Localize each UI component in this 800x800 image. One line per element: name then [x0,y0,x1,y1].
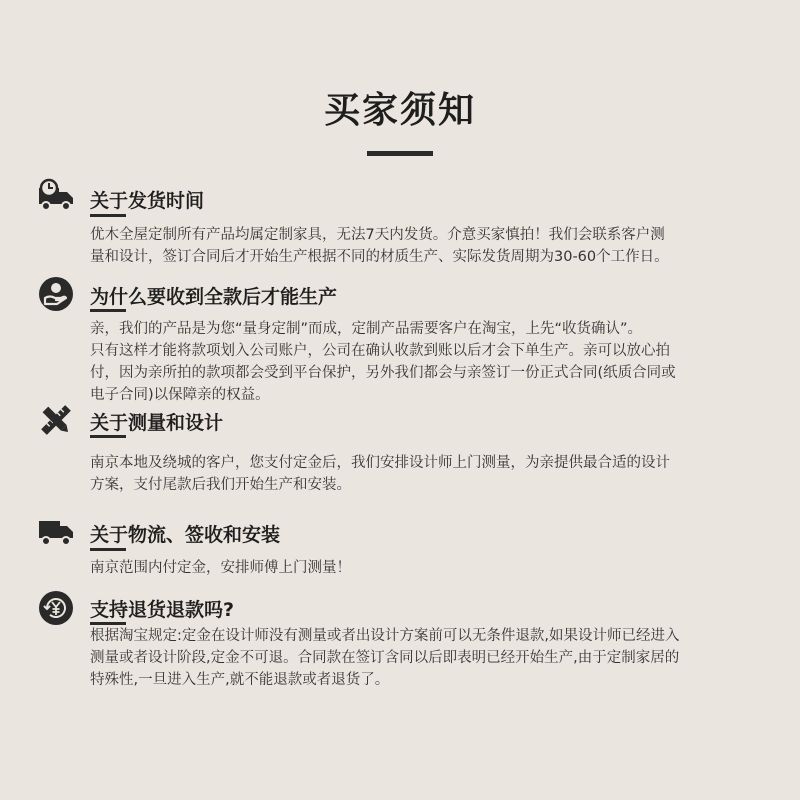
body-line: 方案，支付尾款后我们开始生产和安装。 [90,477,351,493]
delivery-truck-clock-icon [38,178,76,216]
section-heading: 关于测量和设计 [90,412,224,434]
body-line: 电子合同)以保障亲的权益。 [90,387,270,403]
section-heading: 为什么要收到全款后才能生产 [90,286,338,308]
page-title: 买家须知 [323,90,476,131]
truck-icon [38,518,76,556]
section-heading: 关于发货时间 [90,190,205,212]
heading-underline [90,435,126,438]
body-line: 付，因为亲所拍的款项都会受到平台保护，另外我们都会与亲签订一份正式合同(纸质合同或 [90,365,676,381]
body-line: 南京本地及绕城的客户，您支付定金后，我们安排设计师上门测量，为亲提供最合适的设计 [90,455,670,471]
title-divider [367,151,433,156]
body-line: 优木全屋定制所有产品均属定制家具，无法7天内发货。介意买家慎拍！我们会联系客户测 [90,227,665,243]
hand-money-icon [38,276,76,314]
body-line: 根据淘宝规定:定金在设计师没有测量或者出设计方案前可以无条件退款,如果设计师已经进入 [90,628,680,644]
body-line: 量和设计，签订合同后才开始生产根据不同的材质生产、实际发货周期为30-60个工作日。 [90,249,669,265]
section-heading: 关于物流、签收和安装 [90,524,281,546]
section-body [90,224,750,268]
heading-underline [90,548,126,551]
section-body [90,318,750,406]
heading-underline [90,214,126,217]
body-line: 特殊性,一旦进入生产,就不能退款或者退货了。 [90,672,390,688]
body-line: 南京范围内付定金，安排师傅上门测量！ [90,560,351,576]
refund-yuan-icon [38,590,76,628]
heading-underline [90,309,126,312]
section-heading: 支持退货退款吗? [90,599,235,621]
body-line: 只有这样才能将款项划入公司账户，公司在确认收款到账以后才会下单生产。亲可以放心拍 [90,343,670,359]
ruler-pencil-icon [38,402,76,440]
section-body [90,557,750,579]
body-line: 亲，我们的产品是为您“量身定制”而成，定制产品需要客户在淘宝，上先“收货确认”。 [90,321,643,337]
section-body [90,452,750,496]
section-body [90,625,750,691]
body-line: 测量或者设计阶段,定金不可退。合同款在签订含同以后即表明已经开始生产,由于定制家居的 [90,650,680,666]
